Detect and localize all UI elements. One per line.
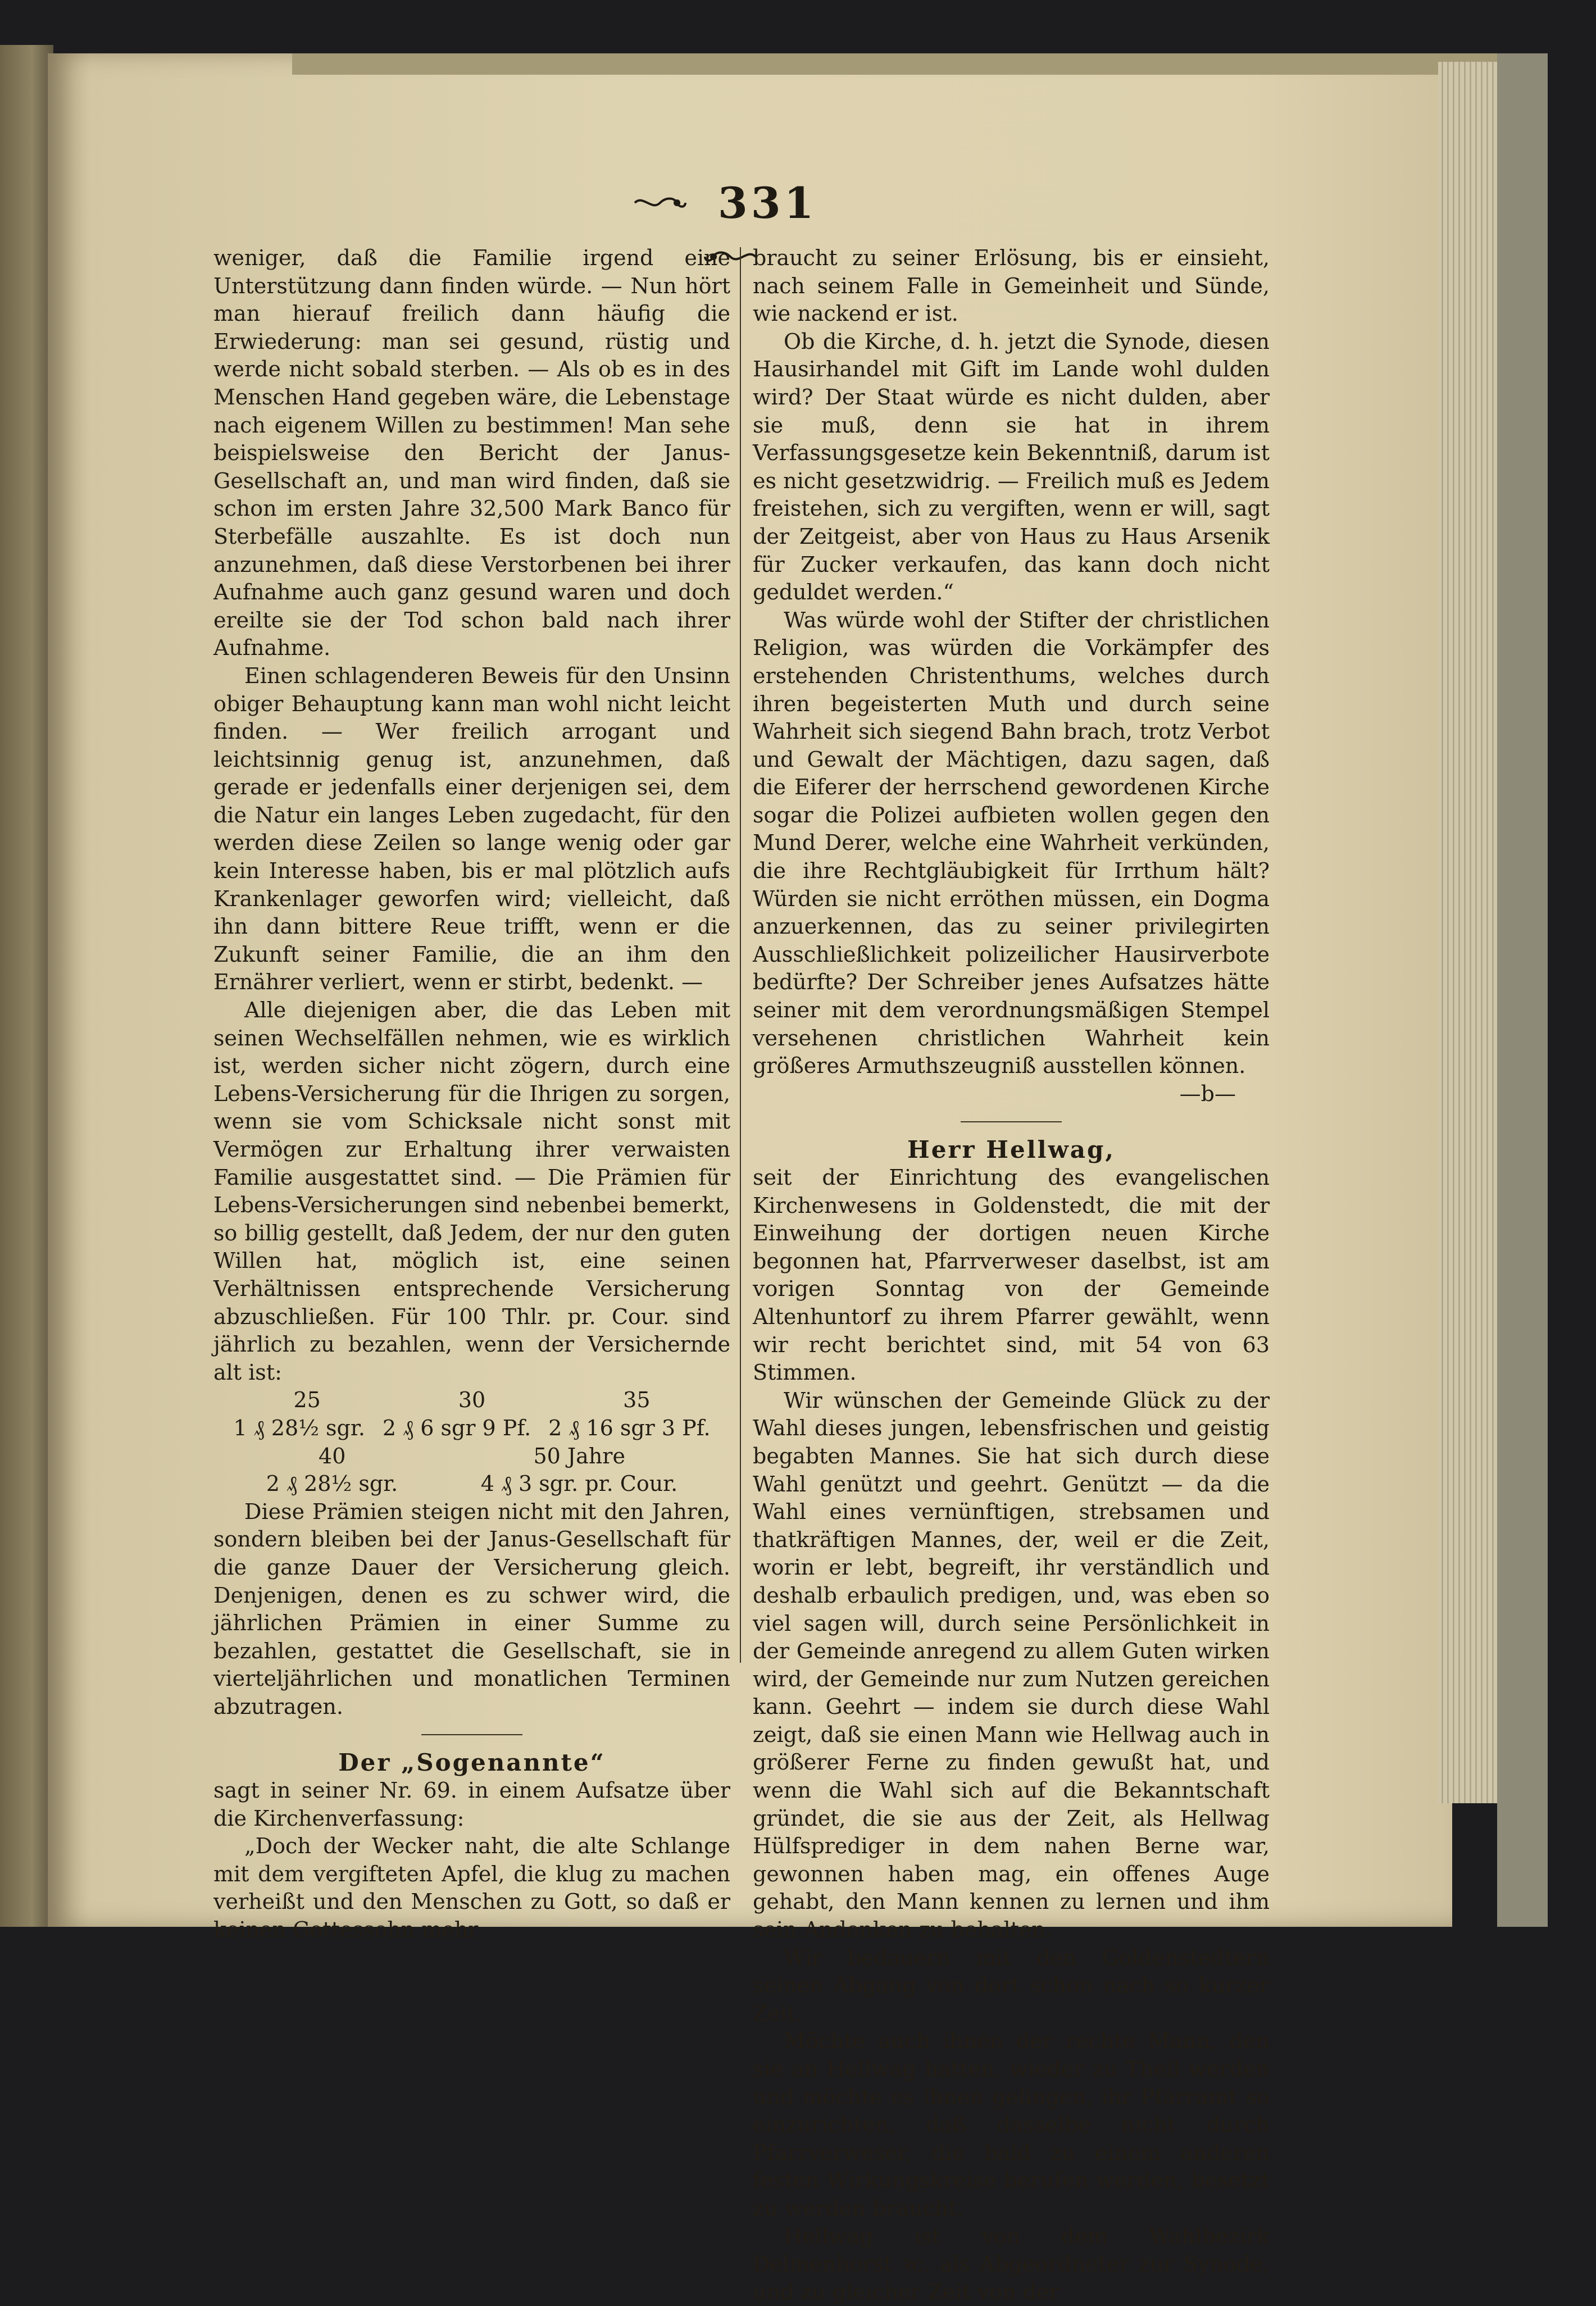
left-column — [213, 244, 730, 1944]
right-paragraph-8: Hellwag ist von dem Wahlbezirk Delmenhorst ꝛc. als Abgeordneter zur Synode, und zu gleicher Zeit von der — [753, 2223, 1270, 2304]
section-divider — [421, 1734, 522, 1735]
left-paragraph-5: sagt in seiner Nr. 69. in einem Aufsatze über die Kirchenverfassung: — [213, 1778, 730, 1831]
fee-value: 2 ₰ 16 sgr 3 Pf. — [548, 1415, 711, 1440]
age-label: 30 — [458, 1388, 486, 1413]
right-paragraph-3: Was würde wohl der Stifter der christlichen Religion, was würden die Vorkämpfer des erstehenden Christenthums, welches durch ihren begeisterten Muth und durch seine Wahrheit sich siegend Bahn brach, trotz Verbot und Gewalt der Mächtigen, dazu sagen, daß die Eiferer der herrschend gewordenen Kirche sogar die Polizei aufbieten wollen gegen den Mund Derer, welche eine Wahrheit verkünden, die ihre Rechtgläubigkeit für Irrthum hält? Würden sie nicht erröthen müssen, ein Dogma anzuerkennen, das zu seiner privilegirten Ausschließlichkeit polizeilicher Hausirverbote bedürfte? Der Schreiber jenes Aufsatzes hätte seiner mit dem verordnungsmäßigen Stempel versehenen christlichen Wahrheit kein größeres Armuthszeugniß ausstellen können. — [753, 607, 1270, 1079]
right-paragraph-2: Ob die Kirche, d. h. jetzt die Synode, diesen Hausirhandel mit Gift im Lande wohl dulden wird? Der Staat würde es nicht dulden, aber sie muß, denn sie hat in ihrem Verfassungsgesetze kein Bekenntniß, darum ist es nicht gesetzwidrig. — Freilich muß es Jedem freistehen, sich zu vergiften, wenn er will, sagt der Zeitgeist, aber von Haus zu Haus Arsenik für Zucker verkaufen, das kann doch nicht geduldet werden.“ — [753, 329, 1270, 605]
right-paragraph-6: Wir bedauern mit den Goldenstedtern seinen Abgang von dort schon nach so kurzer Zeit. — [753, 1945, 1270, 2026]
right-column — [753, 244, 1270, 2306]
book-cover-edge — [1497, 53, 1548, 1927]
fee-value: 4 ₰ 3 sgr. pr. Cour. — [480, 1471, 678, 1497]
age-label: 35 — [623, 1388, 651, 1413]
left-ornament-icon — [632, 192, 688, 214]
page-top-margin — [292, 53, 1506, 75]
column-divider — [740, 247, 741, 1663]
fee-row-1 — [213, 1414, 730, 1443]
fee-value: 2 ₰ 6 sgr 9 Pf. — [382, 1415, 531, 1440]
section-heading-hellwag: Herr Hellwag, — [907, 1136, 1115, 1164]
fee-row-2 — [213, 1470, 730, 1498]
right-paragraph-4: seit der Einrichtung des evangelischen Kirchenwesens in Goldenstedt, die mit der Einweihung der dortigen neuen Kirche begonnen hat, Pfarrverweser daselbst, ist am vorigen Sonntag von der Gemeinde Altenhuntorf zu ihrem Pfarrer gewählt, wenn wir recht berichtet sind, mit 54 von 63 Stimmen. — [753, 1165, 1270, 1385]
right-paragraph-1: braucht zu seiner Erlösung, bis er einsieht, nach seinem Falle in Gemeinheit und Sünde, wie nackend er ist. — [753, 245, 1270, 326]
age-row-1 — [213, 1386, 730, 1414]
section-heading-sogenannte: Der „Sogenannte“ — [338, 1749, 606, 1777]
page-header — [595, 174, 865, 228]
right-paragraph-7: Möchte auch ihnen der rechte Mann, den sie an Hellwag hatten, wieder zu Theil werden und möchte es ihnen gelingen, ihr Pfarramt so einzurichten, daß dasselbe nicht durch Pfarrverweser, die bald zu einem anderen festen Wirkungskreise berufen werden, besetzt zu werden braucht. — [753, 2028, 1270, 2221]
premium-table — [213, 1386, 730, 1498]
age-label: 25 — [293, 1388, 321, 1413]
age-label: 50 Jahre — [533, 1443, 625, 1468]
page-number: 331 — [717, 178, 817, 228]
left-paragraph-1: weniger, daß die Familie irgend eine Unterstützung dann finden würde. — Nun hört man hierauf freilich dann häufig die Erwiederung: man sei gesund, rüstig und werde nicht sobald sterben. — Als ob es in des Menschen Hand gegeben wäre, die Lebenstage nach eigenem Willen zu bestimmen! Man sehe beispielsweise den Bericht der Janus-Gesellschaft an, und man wird finden, daß sie schon im ersten Jahre 32,500 Mark Banco für Sterbefälle auszahlte. Es ist doch nun anzunehmen, daß diese Verstorbenen bei ihrer Aufnahme auch ganz gesund waren und doch ereilte sie der Tod schon bald nach ihrer Aufnahme. — [213, 245, 730, 661]
left-paragraph-2: Einen schlagenderen Beweis für den Unsinn obiger Behauptung kann man wohl nicht leicht finden. — Wer freilich arrogant und leichtsinnig genug ist, anzunehmen, daß gerade er jedenfalls einer derjenigen sei, dem die Natur ein langes Leben zugedacht, für den werden diese Zeilen so lange wenig oder gar kein Interesse haben, bis er mal plötzlich aufs Krankenlager geworfen wird; vielleicht, daß ihn dann bittere Reue trifft, wenn er die Zukunft seiner Familie, die an ihm den Ernährer verliert, wenn er stirbt, bedenkt. — — [213, 663, 730, 995]
fee-value: 1 ₰ 28½ sgr. — [233, 1415, 365, 1440]
left-page-edge — [0, 45, 53, 1927]
left-quote-paragraph: „Doch der Wecker naht, die alte Schlange mit dem vergifteten Apfel, die klug zu machen verheißt und den Menschen zu Gott, so daß er keinen Gottessohn mehr — [213, 1834, 730, 1943]
right-paragraph-5: Wir wünschen der Gemeinde Glück zu der Wahl dieses jungen, lebensfrischen und geistig begabten Mannes. Sie hat sich durch diese Wahl genützt und geehrt. Genützt — da die Wahl eines vernünftigen, strebsamen und thatkräftigen Mannes, der, weil er die Zeit, worin er lebt, begreift, ihr verständlich und deshalb erbaulich predigen, und, was eben so viel sagen will, durch seine Persönlichkeit in der Gemeinde anregend zu allem Guten wirken wird, der Gemeinde nur zum Nutzen gereichen kann. Geehrt — indem sie durch diese Wahl zeigt, daß sie einen Mann wie Hellwag auch in größerer Ferne zu finden gewußt hat, und wenn die Wahl sich auf die Bekanntschaft gründet, die sie aus der Zeit, als Hellwag Hülfsprediger in dem nahen Berne war, gewonnen haben mag, ein offenes Auge gehabt, den Mann kennen zu lernen und ihm sein Andenken zu behalten. — [753, 1388, 1270, 1943]
left-paragraph-3: Alle diejenigen aber, die das Leben mit seinen Wechselfällen nehmen, wie es wirklich ist, werden sicher nicht zögern, durch eine Lebens-Versicherung für die Ihrigen zu sorgen, wenn sie vom Schicksale nicht sonst mit Vermögen zur Erhaltung ihrer verwaisten Familie ausgestattet sind. — Die Prämien für Lebens-Versicherungen sind nebenbei bemerkt, so billig gestellt, daß Jedem, der nur den guten Willen hat, möglich ist, eine seinen Verhältnissen entsprechende Versicherung abzuschließen. Für 100 Thlr. pr. Cour. sind jährlich zu bezahlen, wenn der Versichernde alt ist: — [213, 998, 730, 1385]
section-divider — [961, 1121, 1062, 1122]
fee-value: 2 ₰ 28½ sgr. — [266, 1471, 398, 1497]
author-signature: —b— — [1179, 1081, 1236, 1106]
age-label: 40 — [319, 1443, 346, 1468]
age-row-2 — [213, 1443, 730, 1471]
page-stack-edge — [1438, 62, 1503, 1803]
left-paragraph-4: Diese Prämien steigen nicht mit den Jahren, sondern bleiben bei der Janus-Gesellschaft für die ganze Dauer der Versicherung gleich. Denjenigen, denen es zu schwer wird, die jährlichen Prämien in einer Summe zu bezahlen, gestattet die Gesellschaft, sie in vierteljährlichen und monatlichen Terminen abzutragen. — [213, 1499, 730, 1719]
